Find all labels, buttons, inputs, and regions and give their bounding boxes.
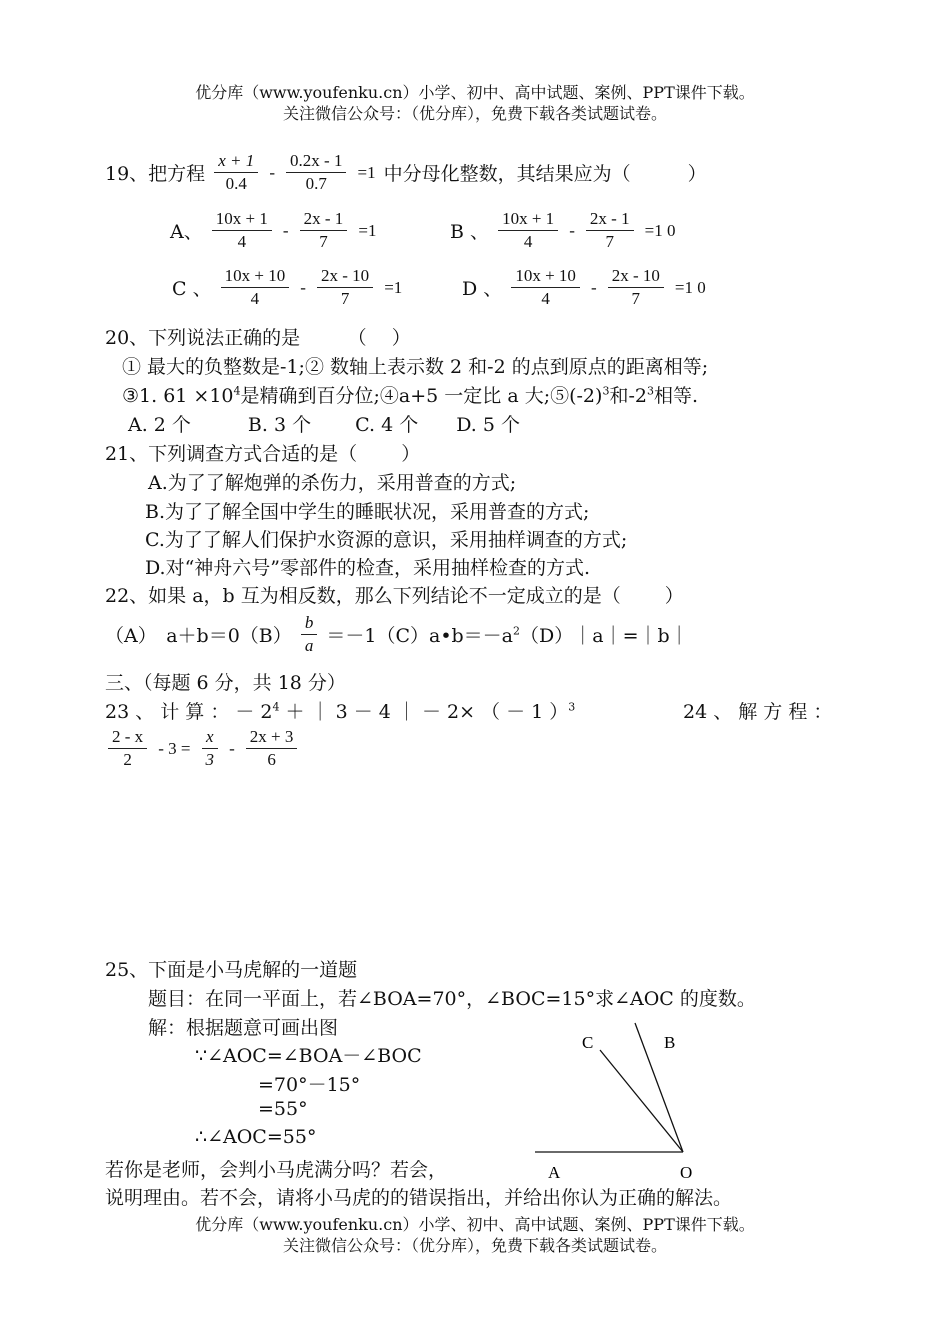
q19-option-a: A、 $\frac{10x + 1}{4}$ - $\frac{2x - 1}{7}$ =1 (170, 209, 377, 251)
q25-step-2: =70°－15° (258, 1074, 361, 1096)
q19-fraction-2: $\frac{0.2x - 1}{0.7}$ (286, 150, 346, 195)
label-a: A (548, 1163, 561, 1180)
question-19: 19、把方程 $\frac{x + 1}{0.4}$ - $\frac{0.2x - 1}{0.7}$ =1 中分母化整数，其结果应为（ ） (105, 151, 707, 193)
q21-option-c: C.为了了解人们保护水资源的意识，采用抽样调查的方式; (145, 529, 628, 551)
ray-ob (635, 1023, 683, 1152)
section-3-title: 三、（每题 6 分，共 18 分） (105, 672, 346, 694)
ray-oc (600, 1050, 683, 1152)
page-footer-line2: 关注微信公众号：（优分库），免费下载各类试题试卷。 (282, 1236, 667, 1255)
q25-step-4: ∴∠AOC=55° (195, 1126, 317, 1148)
q25-question-line1: 若你是老师，会判小马虎满分吗？若会， (105, 1159, 448, 1181)
label-o: O (680, 1163, 693, 1180)
q24-equation: $\frac{2 - x}{2}$ - 3 = $\frac{x}{3}$ - $\frac{2x + 3}{6}$ (105, 726, 300, 771)
question-22-title: 22、如果 a，b 互为相反数，那么下列结论不一定成立的是（ ） (105, 585, 684, 607)
q22-options: （A） a＋b＝0（B） $\frac{b}{a}$ $=-1(C)a•b=-a^2(D)|a|=|b|$ (105, 613, 689, 655)
q20-statement-line2: ③1. $61 \times 10^4$是精确到百分位;④a+5 一定比 a 大$;⑤(-2)^3$和$-2^3$相等. (122, 384, 698, 407)
page-header-line2: 关注微信公众号：（优分库），免费下载各类试题试卷。 (282, 104, 667, 123)
q19-fraction-1: $\frac{x + 1}{0.4}$ (214, 150, 258, 195)
q25-step-1: ∵∠AOC=∠BOA－∠BOC (195, 1045, 422, 1067)
q19-option-b: B 、 $\frac{10x + 1}{4}$ - $\frac{2x - 1}{7}$ =1 0 (450, 209, 676, 251)
q21-option-a: A.为了了解炮弹的杀伤力，采用普查的方式; (148, 472, 517, 494)
q19-option-d: D 、 $\frac{10x + 10}{4}$ - $\frac{2x - 10}{7}$ =1 0 (462, 266, 706, 308)
q25-problem: 题目：在同一平面上，若∠BOA=70°，∠BOC=15°求∠AOC 的度数。 (148, 988, 756, 1010)
question-23: 23 、 计 算 ： － $2^4$ ＋ ｜ 3 － 4 ｜ － 2× （ － 1 ）$^3$ (105, 700, 576, 723)
q25-solution-intro: 解：根据题意可画出图 (148, 1017, 339, 1039)
q19-prefix: 19、把方程 (105, 163, 206, 185)
q20-statement-line1: ① 最大的负整数是-1;② 数轴上表示数 2 和-2 的点到原点的距离相等; (122, 356, 709, 378)
page-header-line1: 优分库（www.youfenku.cn）小学、初中、高中试题、案例、PPT课件下载。 (195, 83, 755, 102)
q19-suffix: 中分母化整数，其结果应为（ ） (383, 163, 707, 185)
question-21-title: 21、下列调查方式合适的是（ ） (105, 443, 421, 465)
q25-question-line2: 说明理由。若不会，请将小马虎的的错误指出，并给出你认为正确的解法。 (105, 1187, 733, 1209)
q21-option-b: B.为了了解全国中学生的睡眠状况，采用普查的方式; (145, 501, 590, 523)
question-24-label: 24 、 解 方 程 ： (683, 701, 833, 723)
page-footer-line1: 优分库（www.youfenku.cn）小学、初中、高中试题、案例、PPT课件下载。 (195, 1215, 755, 1234)
question-25-title: 25、下面是小马虎解的一道题 (105, 959, 358, 981)
q19-option-c: C 、 $\frac{10x + 10}{4}$ - $\frac{2x - 10}{7}$ =1 (172, 266, 403, 308)
label-c: C (582, 1033, 594, 1052)
question-20-title: 20、下列说法正确的是 （ ） (105, 327, 411, 349)
q20-options: A. 2 个 B. 3 个 C. 4 个 D. 5 个 (128, 414, 520, 436)
label-b: B (664, 1033, 676, 1052)
q25-step-3: =55° (258, 1098, 308, 1120)
q21-option-d: D.对“神舟六号”零部件的检查，采用抽样检查的方式. (145, 557, 591, 579)
angle-figure (520, 1010, 720, 1180)
